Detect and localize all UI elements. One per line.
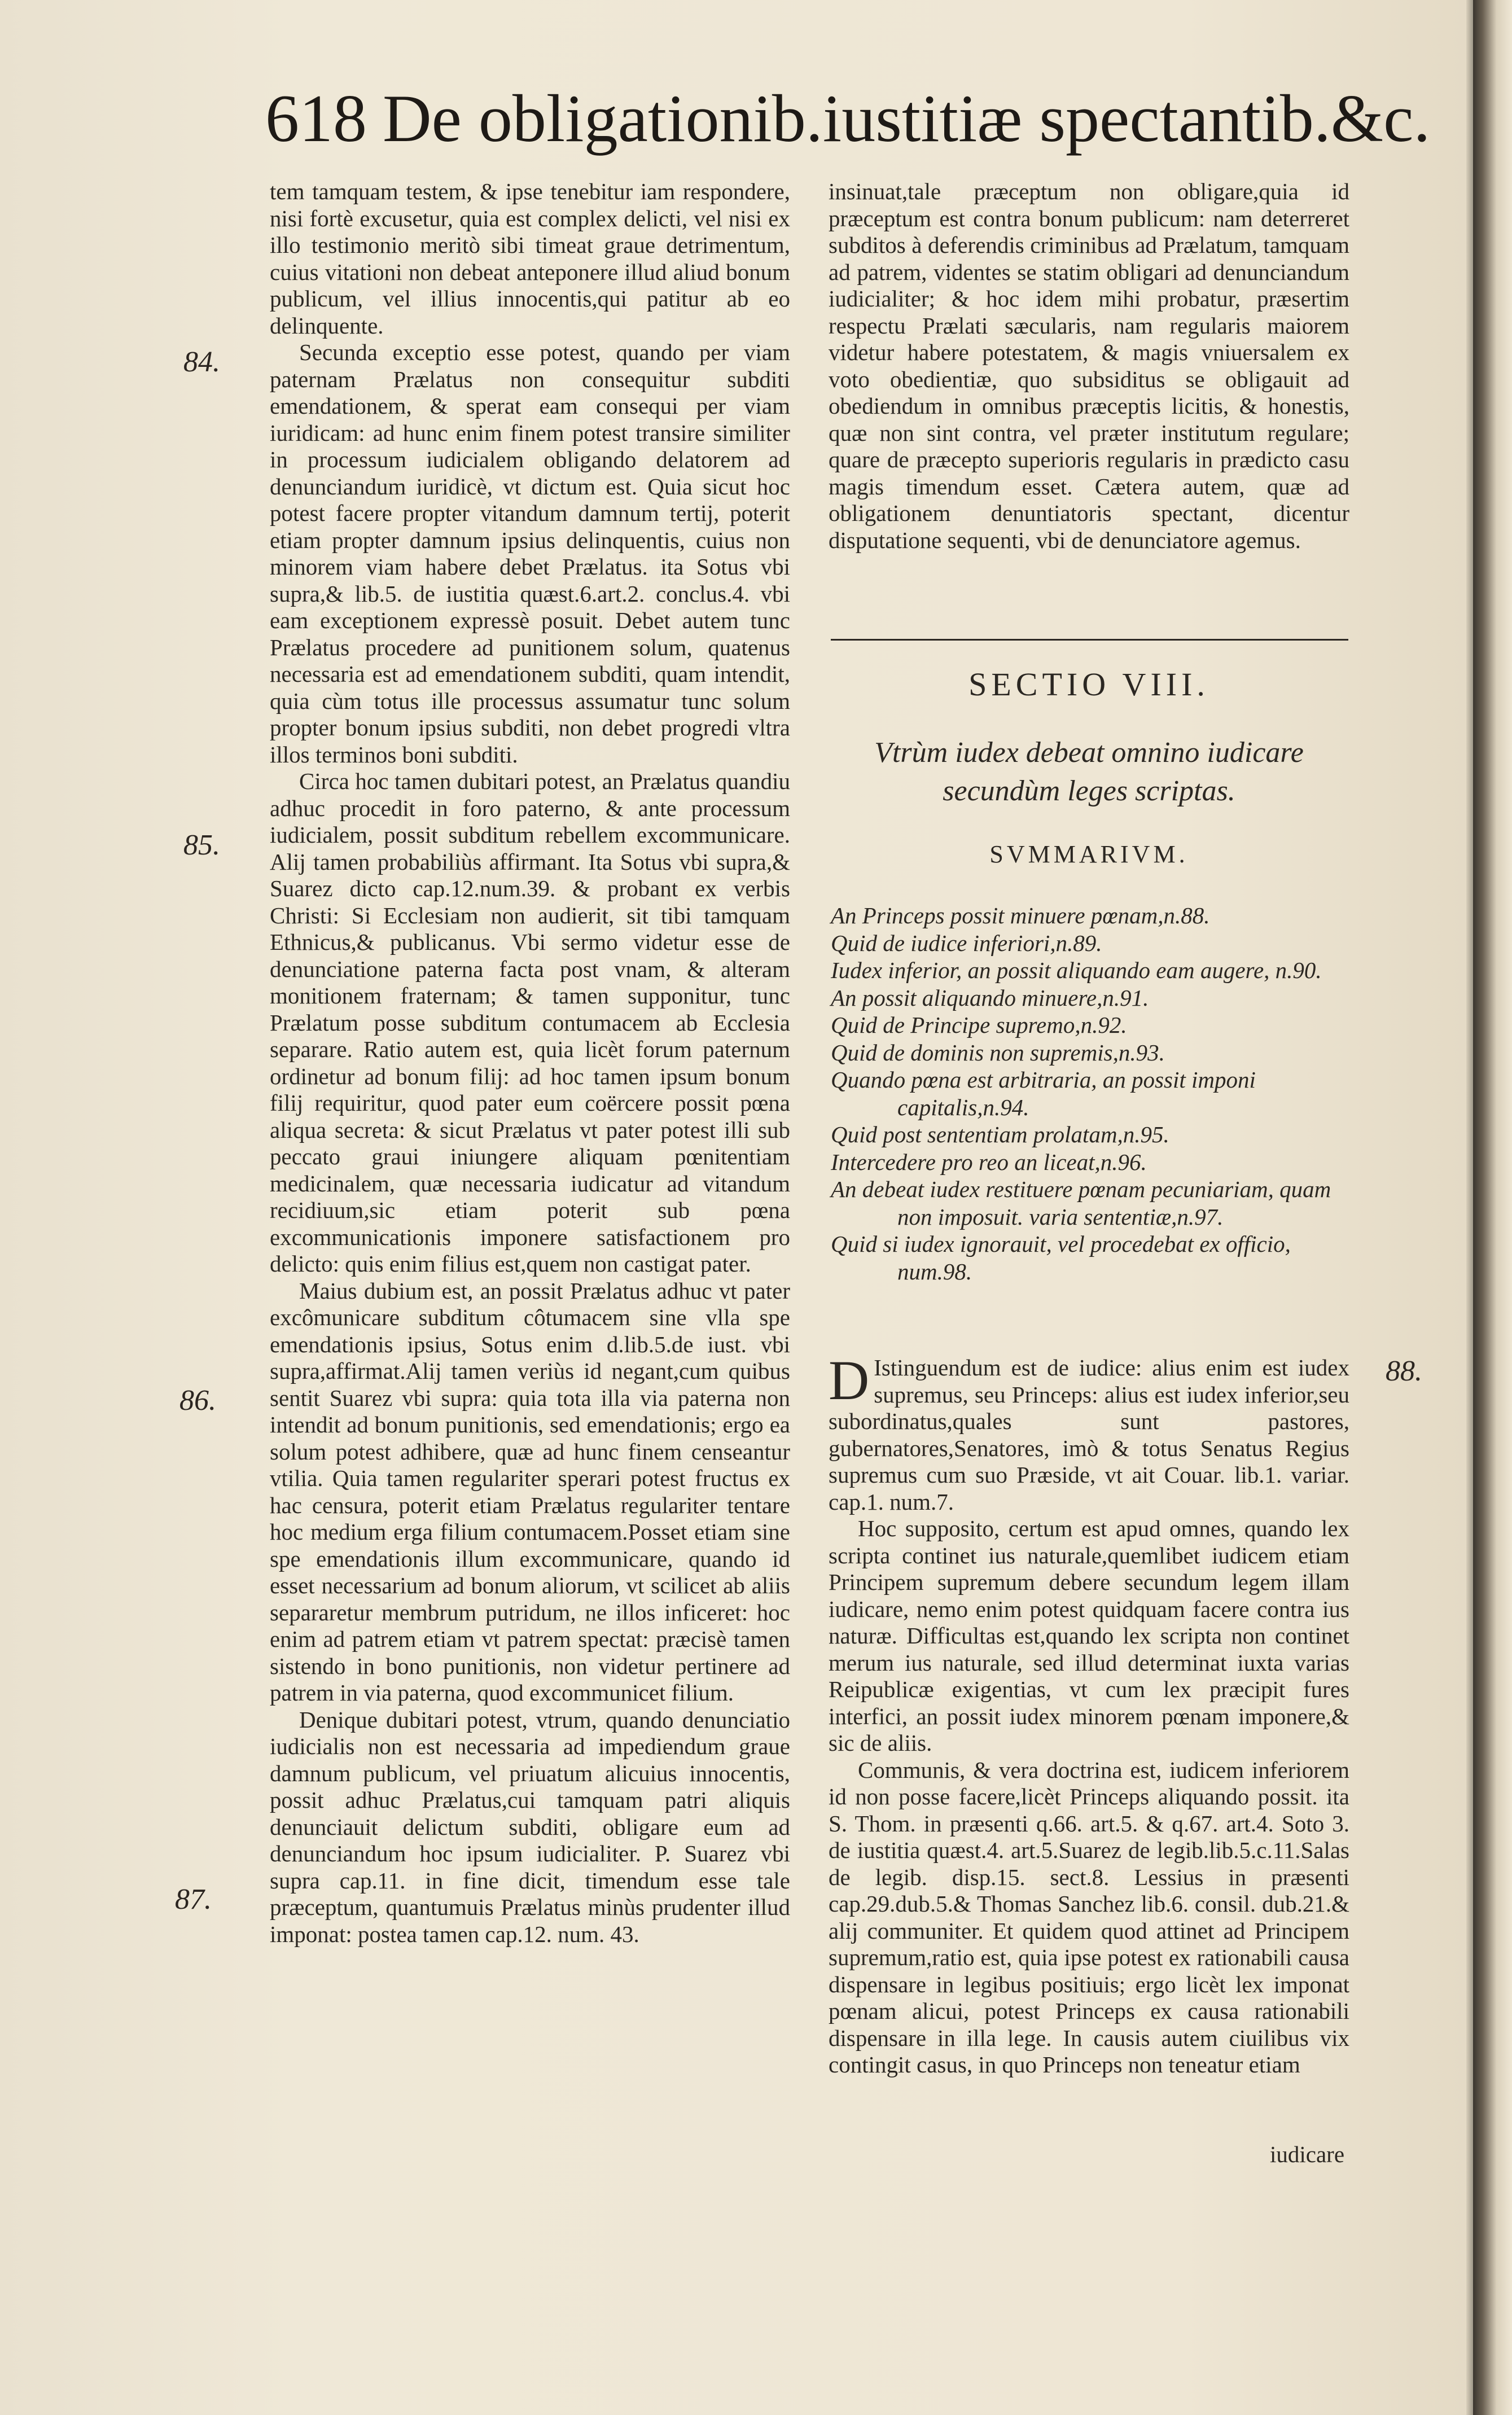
summary-item: An debeat iudex restituere pœnam pecuniariam, quam non imposuit. varia sententiæ,n.97. [831,1176,1331,1230]
summary-item: Intercedere pro reo an liceat,n.96. [831,1149,1147,1175]
margin-number: 84. [183,346,220,378]
section-divider-rule [831,639,1348,641]
paragraph-text: Istinguendum est de iudice: alius enim est iudex supremus, seu Princeps: alius est iudex inferior,seu subordinatus,quales sunt pastores, gubernatores,Senatores, imò & totus Senatus Regius supremus cum suo Præside, vt ait Couar. lib.1. variar. cap.1. num.7. [829,1355,1349,1515]
paragraph: tem tamquam testem, & ipse tenebitur iam respondere, nisi fortè excusetur, quia est complex delicti, vel nisi ex illo testimonio meritò sibi timeat graue detrimentum, cuius vitationi non debeat anteponere illud aliud bonum publicum, vel illius innocentis,qui patitur ab eo delinquente. [270,178,790,339]
margin-number: 87. [175,1883,212,1916]
margin-number: 85. [183,829,220,861]
summary-item: Iudex inferior, an possit aliquando eam augere, n.90. [831,957,1322,983]
margin-number: 86. [179,1384,216,1417]
left-column [270,178,790,1948]
drop-cap: D [829,1349,870,1412]
summary-item: Quid de Principe supremo,n.92. [831,1012,1127,1038]
summary-item: Quando pœna est arbitraria, an possit imponi capitalis,n.94. [831,1067,1256,1120]
book-gutter [1473,0,1512,2415]
summary-item: Quid de iudice inferiori,n.89. [831,930,1102,956]
summary-list [831,902,1349,1285]
paragraph: insinuat,tale præceptum non obligare,quia id præceptum est contra bonum publicum: nam deterreret subditos à deferendis criminibus ad Prælatum, tamquam ad patrem, videntes se statim obligari ad denunciandum iudicialiter; & hoc idem mihi probatur, præsertim respectu Prælati sæcularis, nam regularis maiorem videtur habere potestatem, & magis vniuersalem ex voto obedientiæ, quo subsiditus se obligauit ad obediendum in omnibus præceptis licitis, & honestis, quæ non sint contra, vel præter institutum regulare; quare de præcepto superioris regularis in prædicto casu magis timendum esset. Cætera autem, quæ ad obligationem denuntiatoris spectant, dicentur disputatione sequenti, vbi de denunciatore agemus. [829,178,1349,553]
summary-item: An Princeps possit minuere pœnam,n.88. [831,902,1210,928]
margin-number: 88. [1386,1355,1422,1387]
paragraph: Circa hoc tamen dubitari potest, an Prælatus quandiu adhuc procedit in foro paterno, & ante processum iudicialem, possit subditum rebellem excommunicare. Alij tamen probabiliùs affirmant. Ita Sotus vbi supra,& Suarez dicto cap.12.num.39. & probant ex verbis Christi: Si Ecclesiam non audierit, sit tibi tamquam Ethnicus,& publicanus. Vbi sermo videtur esse de denunciatione paterna facta post vnam, & alteram monitionem fraternam; & tamen supponitur, tunc Prælatum posse subditum contumacem ab Ecclesia separare. Ratio autem est, quia licèt forum paternum ordinetur ad bonum filij: ad hoc tamen ipsum bonum filij requiritur, quod pater eum coërcere possit pœna aliqua secreta: & sicut Prælatus vt pater potest illi sub peccato graui iniungere aliquam pœnitentiam medicinalem, quæ necessaria iudicatur ad vitandum recidiuum,sic etiam poterit sub pœna excommunicationis imponere satisfactionem pro delicto: quis enim filius est,quem non castigat pater. [270,768,790,1277]
paragraph: Maius dubium est, an possit Prælatus adhuc vt pater excômunicare subditum côtumacem sine vlla spe emendationis ipsius, Sotus enim d.lib.5.de iust. vbi supra,affirmat.Alij tamen veriùs id negant,cum quibus sentit Suarez vbi supra: quia tota illa via paterna non intendit ad bonum punitionis, sed emendationis; ergo ea solum potest adhibere, quæ ad hunc finem censeantur vtilia. Quia tamen regulariter sperari potest fructus ex hac censura, poterit etiam Prælatus regulariter tentare hoc medium erga filium contumacem.Posset etiam sine spe emendationis illum excommunicare, quando id esset necessarium ad bonum aliorum, vt scilicet ab aliis separaretur membrum putridum, ne illos inficeret: hoc enim ad patrem etiam vt patrem spectat: præcisè tamen sistendo in bono punitionis, non videtur pertinere ad patrem in via paterna, quod excommunicet filium. [270,1277,790,1706]
summary-heading: SVMMARIVM. [989,840,1189,868]
summary-item: Quid de dominis non supremis,n.93. [831,1039,1165,1066]
section-subtitle-line: Vtrùm iudex debeat omnino iudicare [874,737,1304,769]
catchword: iudicare [1270,2141,1345,2167]
paragraph: Denique dubitari potest, vtrum, quando denunciatio iudicialis non est necessaria ad impediendum graue damnum publicum, vel priuatum alicuius innocentis, possit adhuc Prælatus,cui tamquam patri aliquis denunciauit delictum subditi, obligare eum ad denunciandum hoc ipsum iudicialiter. P. Suarez vbi supra cap.11. in fine dicit, timendum esse tale præceptum, quantumuis Prælatus minùs prudenter illud imponat: postea tamen cap.12. num. 43. [270,1706,790,1947]
page-number: 618 [265,81,367,156]
section-title: SECTIO VIII. [968,666,1209,703]
section-subtitle [829,734,1349,810]
right-column-top [829,178,1349,554]
summary-item: Quid si iudex ignorauit, vel procedebat ex officio, num.98. [831,1231,1291,1285]
paragraph: Communis, & vera doctrina est, iudicem inferiorem id non posse facere,licèt Princeps aliquando possit. ita S. Thom. in præsenti q.66. art.5. & q.67. art.4. Soto 3. de iustitia quæst.4. art.5.Suarez de legib.lib.5.c.11.Salas de legib. disp.15. sect.8. Lessius in præsenti cap.29.dub.5.& Thomas Sanchez lib.6. consil. dub.21.& alij communiter. Et quidem quod attinet ad Principem supremum,ratio est, quia ipse potest ex rationabili causa dispensare in legibus positiuis; ergo licèt lex imponat pœnam alicui, potest Princeps ex causa rationabili dispensare in illa lege. In causis autem ciuilibus vix contingit casus, in quo Princeps non teneatur etiam [829,1756,1349,2077]
right-column-body [829,1349,1349,2079]
paragraph: Hoc supposito, certum est apud omnes, quando lex scripta continet ius naturale,quemlibet iudicem etiam Principem supremum debere secundum legem illam iudicare, nemo enim potest quidquam facere contra ius naturæ. Difficultas est,quando lex scripta non continet merum ius naturale, sed illud determinat iuxta varias Reipublicæ exigentias, vt cum lex præcipit fures interfici, an possit iudex minorem pœnam imponere,& sic de aliis. [829,1515,1349,1756]
summary-item: An possit aliquando minuere,n.91. [831,984,1149,1011]
running-header [265,79,1431,158]
running-title: De obligationib.iustitiæ spectantib.&c. [383,81,1431,156]
paragraph: Secunda exceptio esse potest, quando per viam paternam Prælatus non consequitur subditi emendationem, & sperat eam consequi per viam iuridicam: ad hunc enim finem potest transire similiter in processum iudicialem obligando delatorem ad denunciandum iuridicè, vt dictum est. Quia sicut hoc potest facere propter vitandum damnum tertij, poterit etiam propter damnum ipsius delinquentis, cuius non minorem viam habere debet Prælatus. ita Sotus vbi supra,& lib.5. de iustitia quæst.6.art.2. conclus.4. vbi eam exceptionem expressè posuit. Debet autem tunc Prælatus procedere ad punitionem solum, quatenus necessaria est ad emendationem subditi, quam intendit, quia cùm totus ille processus assumatur tunc solum propter bonum ipsius subditi, non debet progredi vltra illos terminos boni subditi. [270,339,790,768]
summary-item: Quid post sententiam prolatam,n.95. [831,1121,1169,1147]
section-subtitle-line: secundùm leges scriptas. [943,775,1235,807]
paragraph [829,1349,1349,1515]
